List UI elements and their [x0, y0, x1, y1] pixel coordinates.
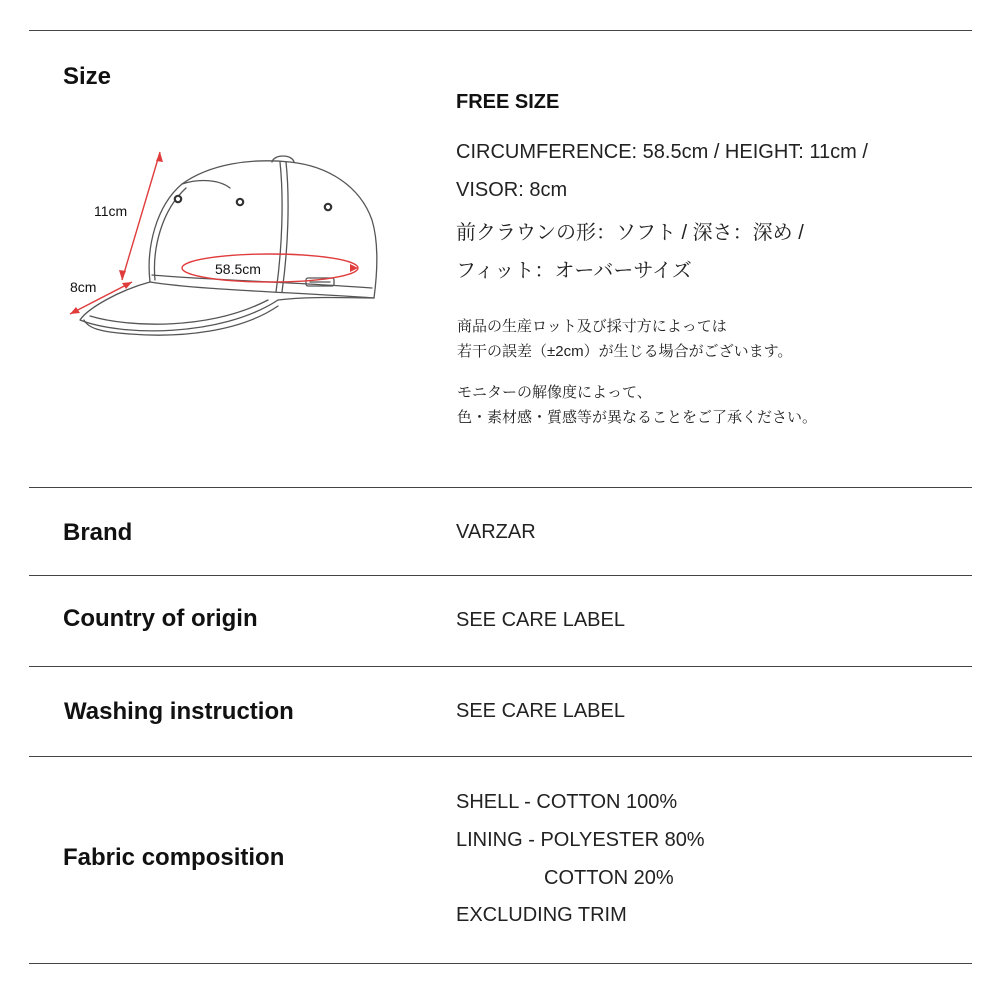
- visor-annotation: 8cm: [70, 279, 97, 295]
- brand-divider: [29, 575, 972, 576]
- size-spec-line: 前クラウンの形：ソフト / 深さ：深め /: [456, 222, 804, 244]
- size-note-line: 色・素材感・質感等が異なることをご了承ください。: [457, 409, 818, 426]
- washing-value: SEE CARE LABEL: [456, 700, 625, 722]
- origin-label: Country of origin: [63, 605, 258, 632]
- size-label: Size: [63, 63, 112, 90]
- size-note-line: モニターの解像度によって、: [457, 384, 652, 401]
- bottom-divider: [29, 963, 972, 964]
- size-spec-line: CIRCUMFERENCE: 58.5cm / HEIGHT: 11cm /: [456, 141, 868, 163]
- fabric-line: EXCLUDING TRIM: [456, 904, 627, 926]
- baseball-cap-outline-icon: [60, 140, 390, 350]
- size-spec-line: VISOR: 8cm: [456, 179, 568, 201]
- size-heading: FREE SIZE: [456, 91, 560, 113]
- size-spec-line: フィット：オーバーサイズ: [456, 260, 692, 282]
- brand-label: Brand: [63, 519, 133, 546]
- fabric-line: COTTON 20%: [544, 867, 674, 889]
- size-divider: [29, 487, 972, 488]
- fabric-line: SHELL - COTTON 100%: [456, 791, 678, 813]
- top-divider: [29, 30, 972, 31]
- fabric-line: LINING - POLYESTER 80%: [456, 829, 705, 851]
- brand-value: VARZAR: [456, 521, 536, 543]
- circumference-annotation: 58.5cm: [215, 261, 261, 277]
- size-note-line: 若干の誤差（±2cm）が生じる場合がございます。: [457, 343, 793, 360]
- washing-divider: [29, 756, 972, 757]
- origin-divider: [29, 666, 972, 667]
- fabric-label: Fabric composition: [63, 844, 285, 871]
- washing-label: Washing instruction: [64, 698, 294, 725]
- height-annotation: 11cm: [94, 203, 128, 219]
- origin-value: SEE CARE LABEL: [456, 609, 625, 631]
- size-note-line: 商品の生産ロット及び採寸方によっては: [457, 318, 727, 335]
